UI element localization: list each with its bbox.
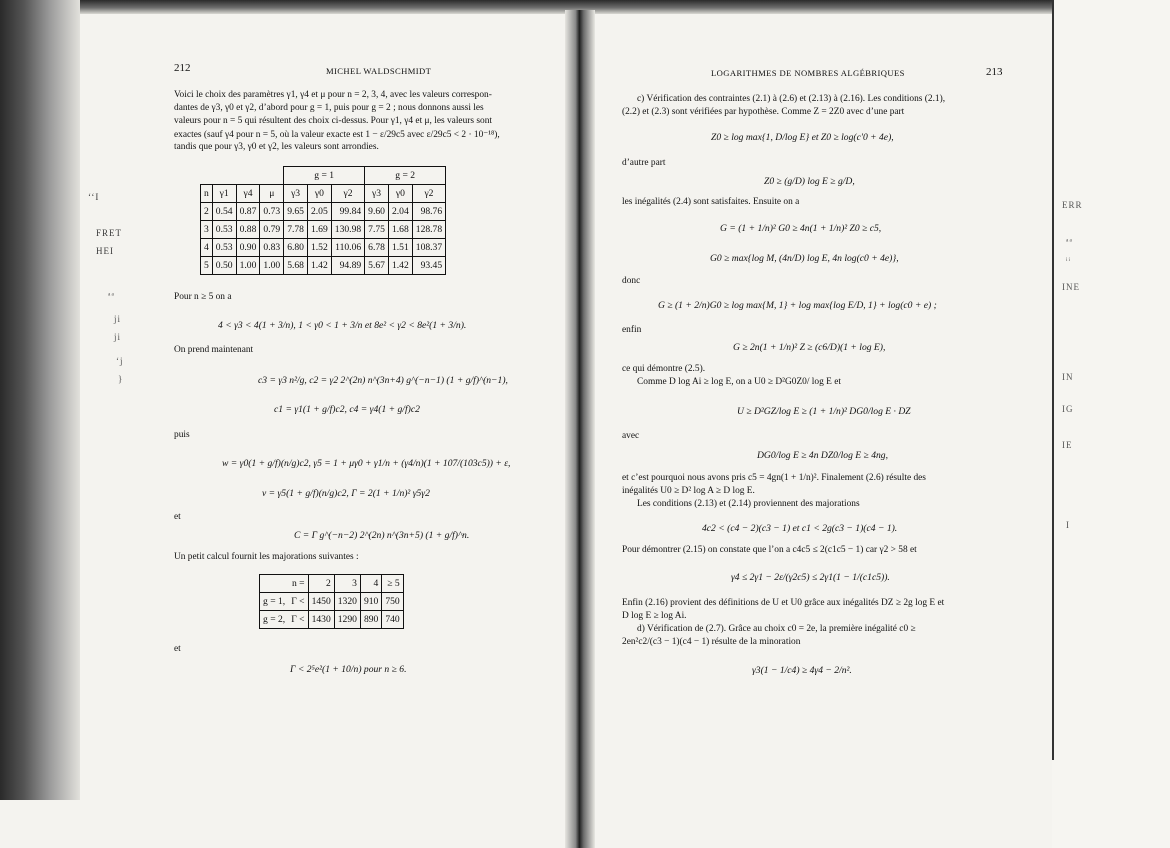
text-line: 2en²c2/(c3 − 1)(c4 − 1) résulte de la minoration [622,637,801,647]
table-cell: 0.79 [260,221,284,239]
table-cell: 0.73 [260,203,284,221]
formula: Z0 ≥ log max{1, D/log E} et Z0 ≥ log(c′0 + 4e), [711,132,894,143]
table-cell: 1.69 [307,221,331,239]
table-cell: 5 [201,257,213,275]
table-group-header: g = 1 [284,167,365,185]
book-spine-shadow [565,10,595,848]
margin-bleed: I [1066,520,1070,530]
text-line: exactes (sauf γ4 pour n = 5, où la valeur exacte est 1 − ε/29c5 avec ε/29c5 < 2 · 10⁻¹⁸), [174,130,500,140]
formula: G ≥ (1 + 2/n)G0 ≥ log max{M, 1} + log max{log E/D, 1} + log(c0 + e) ; [658,300,937,311]
margin-bleed: INE [1062,282,1080,292]
margin-bleed: ‘j [116,356,124,366]
text-line: Voici le choix des paramètres γ1, γ4 et μ pour n = 2, 3, 4, avec les valeurs correspon- [174,90,492,100]
formula: DG0/log E ≥ 4n DZ0/log E ≥ 4ng, [757,450,888,461]
table-group-header-row [201,167,446,185]
table-cell: 1.42 [307,257,331,275]
text-line: D log E ≥ log Ai. [622,611,687,621]
table-cell: 7.78 [284,221,308,239]
text-line: puis [174,430,190,440]
table-cell: 99.84 [331,203,364,221]
table-cell: 890 [360,611,381,629]
table-header: 4 [360,575,381,593]
table-cell: 0.53 [212,239,236,257]
table-row [201,239,446,257]
table-header: γ3 [284,185,308,203]
text-line: Pour démontrer (2.15) on constate que l’on a c4c5 ≤ 2(c1c5 − 1) car γ2 > 58 et [622,545,917,555]
table-header: γ2 [331,185,364,203]
table-cell: 7.75 [365,221,389,239]
table-cell: 1.52 [307,239,331,257]
margin-bleed: ji [114,314,122,324]
table-cell: 750 [382,593,403,611]
table-header: 3 [334,575,360,593]
margin-bleed: ᵃᵃ [1066,236,1073,246]
table-row [201,257,446,275]
table-cell: 98.76 [412,203,445,221]
text-line: d) Vérification de (2.7). Grâce au choix c0 = 2e, la première inégalité c0 ≥ [637,624,916,634]
formula: γ3(1 − 1/c4) ≥ 4γ4 − 2/n². [752,665,852,676]
table-cell: 910 [360,593,381,611]
text-line: les inégalités (2.4) sont satisfaites. Ensuite on a [622,197,800,207]
table-cell: 1430 [308,611,334,629]
table-cell: 9.65 [284,203,308,221]
table-cell: 1320 [334,593,360,611]
scan-left-edge [0,0,80,800]
table-cell: 0.87 [236,203,260,221]
table-cell: 1290 [334,611,360,629]
table-group-header: g = 2 [365,167,446,185]
table-cell: 2 [201,203,213,221]
table-cell: 5.67 [365,257,389,275]
page-number: 213 [986,66,1003,78]
margin-bleed: IG [1062,404,1074,414]
text-line: dantes de γ3, γ0 et γ2, d’abord pour g = 1, puis pour g = 2 ; nous donnons aussi les [174,103,484,113]
text-line: et [174,644,181,654]
table-header: 2 [308,575,334,593]
table-row [201,203,446,221]
table-header-row [201,185,446,203]
table-header: γ0 [307,185,331,203]
running-head: MICHEL WALDSCHMIDT [326,66,432,76]
table-header: n [201,185,213,203]
table-header: γ1 [212,185,236,203]
table-cell: 108.37 [412,239,445,257]
table-cell: 9.60 [365,203,389,221]
formula: w = γ0(1 + g/f)(n/g)c2, γ5 = 1 + μγ0 + γ1/n + (γ4/n)(1 + 107/(103c5)) + ε, [222,458,511,469]
table-cell: 0.88 [236,221,260,239]
formula: γ4 ≤ 2γ1 − 2ε/(γ2c5) ≤ 2γ1(1 − 1/(c1c5)). [731,572,890,583]
table-header: γ3 [365,185,389,203]
margin-bleed: IN [1062,372,1074,382]
formula: Z0 ≥ (g/D) log E ≥ g/D, [764,176,855,187]
table-cell: 1.00 [260,257,284,275]
text-line: On prend maintenant [174,345,254,355]
formula: U ≥ D²GZ/log E ≥ (1 + 1/n)² DG0/log E · DZ [737,406,911,417]
table-header: n = [288,575,308,593]
text-line: enfin [622,325,642,335]
margin-bleed: IE [1062,440,1073,450]
margin-bleed: ᵢᵢ [1066,252,1071,262]
formula: G = (1 + 1/n)² G0 ≥ 4n(1 + 1/n)² Z0 ≥ c5, [720,223,882,234]
table-cell: 2.04 [388,203,412,221]
table-cell: 0.54 [212,203,236,221]
table-header: μ [260,185,284,203]
text-line: inégalités U0 ≥ D² log A ≥ D log E. [622,486,755,496]
table-row [260,593,404,611]
formula: C = Γ g^(−n−2) 2^(2n) n^(3n+5) (1 + g/f)^n. [294,530,470,541]
text-line: Enfin (2.16) provient des définitions de U et U0 grâce aux inégalités DZ ≥ 2g log E et [622,598,945,608]
formula: G ≥ 2n(1 + 1/n)² Z ≥ (c6/D)(1 + log E), [733,342,886,353]
text-line: d’autre part [622,158,666,168]
table-cell: 1.42 [388,257,412,275]
table-cell: 3 [201,221,213,239]
text-line: Les conditions (2.13) et (2.14) proviennent des majorations [637,499,860,509]
parameters-table [200,166,446,275]
table-cell: 6.78 [365,239,389,257]
running-head: LOGARITHMES DE NOMBRES ALGÉBRIQUES [711,68,905,78]
page-edge-line [1052,0,1054,760]
table-cell: 0.50 [212,257,236,275]
formula: 4c2 < (c4 − 2)(c3 − 1) et c1 < 2g(c3 − 1)(c4 − 1). [702,523,898,534]
table-cell: 130.98 [331,221,364,239]
text-line: et c’est pourquoi nous avons pris c5 = 4gn(1 + 1/n)². Finalement (2.6) résulte des [622,473,926,483]
table-cell: g = 1, [260,593,289,611]
table-cell: Γ < [288,611,308,629]
table-header-row [260,575,404,593]
text-line: (2.2) et (2.3) sont vérifiées par hypothèse. Comme Z = 2Z0 avec d’une part [622,107,905,117]
table-header: γ4 [236,185,260,203]
table-header: γ2 [412,185,445,203]
page-number: 212 [174,62,191,74]
table-cell: 110.06 [331,239,364,257]
table-cell: 1.51 [388,239,412,257]
table-cell: 93.45 [412,257,445,275]
table-cell: 740 [382,611,403,629]
margin-bleed: ᵃᵃ [108,290,115,300]
text-line: ce qui démontre (2.5). [622,364,706,374]
table-cell: 94.89 [331,257,364,275]
table-row [260,611,404,629]
text-line: valeurs pour n = 5 qui résultent des choix ci-dessus. Pour γ1, γ4 et μ, les valeurs sont [174,116,493,126]
text-line: Pour n ≥ 5 on a [174,292,232,302]
margin-bleed: ‘‘I [88,192,100,202]
table-cell: 0.53 [212,221,236,239]
table-cell: 4 [201,239,213,257]
table-cell: g = 2, [260,611,289,629]
formula: v = γ5(1 + g/f)(n/g)c2, Γ = 2(1 + 1/n)² γ5γ2 [262,488,430,499]
table-header: ≥ 5 [382,575,403,593]
majorations-table [259,574,404,629]
table-row [201,221,446,239]
margin-bleed: } [118,374,124,384]
table-cell: 0.90 [236,239,260,257]
table-cell: 1.68 [388,221,412,239]
text-line: c) Vérification des contraintes (2.1) à (2.6) et (2.13) à (2.16). Les conditions (2.1), [637,94,946,104]
margin-bleed: ERR [1062,200,1083,210]
formula: c1 = γ1(1 + g/f)c2, c4 = γ4(1 + g/f)c2 [274,404,420,415]
formula: G0 ≥ max{log M, (4n/D) log E, 4n log(c0 + 4e)}, [710,253,899,264]
table-cell: 2.05 [307,203,331,221]
table-cell: Γ < [288,593,308,611]
text-line: Comme D log Ai ≥ log E, on a U0 ≥ D²G0Z0/ log E et [637,377,841,387]
margin-bleed: FRET [96,228,123,238]
table-cell: 6.80 [284,239,308,257]
table-cell: 5.68 [284,257,308,275]
text-line: tandis que pour γ3, γ0 et γ2, les valeurs sont arrondies. [174,142,379,152]
formula: c3 = γ3 n²/g, c2 = γ2 2^(2n) n^(3n+4) g^(−n−1) (1 + g/f)^(n−1), [258,375,508,386]
table-cell: 1450 [308,593,334,611]
table-header: γ0 [388,185,412,203]
text-line: donc [622,276,641,286]
margin-bleed: HEI [96,246,114,256]
formula: 4 < γ3 < 4(1 + 3/n), 1 < γ0 < 1 + 3/n et 8e² < γ2 < 8e²(1 + 3/n). [218,320,467,331]
table-cell: 1.00 [236,257,260,275]
formula: Γ < 2⁵e²(1 + 10/n) pour n ≥ 6. [290,664,407,675]
table-cell: 128.78 [412,221,445,239]
margin-bleed: ji [114,332,122,342]
scan-right-margin [1052,0,1170,848]
table-cell: 0.83 [260,239,284,257]
text-line: avec [622,431,640,441]
text-line: et [174,512,181,522]
text-line: Un petit calcul fournit les majorations suivantes : [174,552,359,562]
